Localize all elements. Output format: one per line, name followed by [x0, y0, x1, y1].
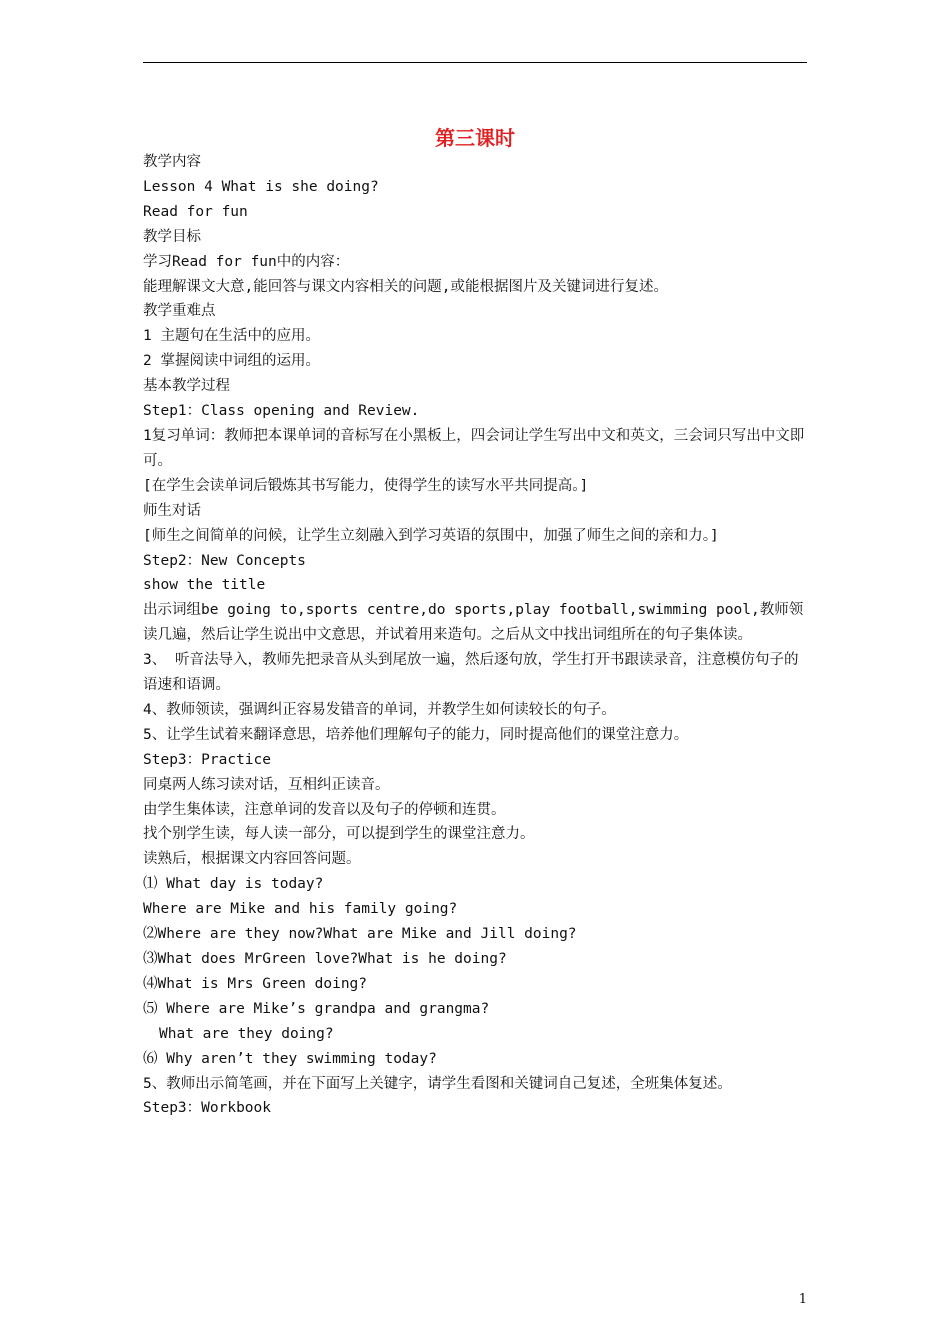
text-line: Step3：Workbook — [143, 1100, 271, 1117]
text-line: 学习Read for fun中的内容： — [143, 253, 350, 270]
question-line: Where are Mike and his family going? — [143, 901, 458, 918]
text-line: 5、让学生试着来翻译意思，培养他们理解句子的能力，同时提高他们的课堂注意力。 — [143, 726, 689, 743]
text-line: 1 主题句在生活中的应用。 — [143, 328, 320, 345]
text-line: Step3：Practice — [143, 751, 271, 768]
text-line: [师生之间简单的问候，让学生立刻融入到学习英语的氛围中，加强了师生之间的亲和力。] — [143, 527, 719, 544]
question-line: ⑶What does MrGreen love?What is he doing? — [143, 951, 507, 967]
text-line: 4、教师领读，强调纠正容易发错音的单词，并教学生如何读较长的句子。 — [143, 701, 616, 718]
text-line: [在学生会读单词后锻炼其书写能力，使得学生的读写水平共同提高。] — [143, 477, 589, 494]
text-line: 读熟后，根据课文内容回答问题。 — [143, 851, 361, 868]
text-line: show the title — [143, 577, 266, 594]
text-line: 找个别学生读，每人读一部分，可以提到学生的课堂注意力。 — [143, 826, 535, 843]
text-line: 2 掌握阅读中词组的运用。 — [143, 353, 320, 370]
text-line: 师生对话 — [143, 502, 201, 519]
question-line: ⑸ Where are Mike’s grandpa and grangma? — [143, 1000, 490, 1017]
question-line: ⑵Where are they now?What are Mike and Jill doing? — [143, 926, 577, 943]
text-line: Step1：Class opening and Review. — [143, 403, 420, 420]
text-line: 出示词组be going to,sports centre,do sports,play football,swimming pool,教师领读几遍，然后让学生说出中文意思，并试着用来造句。之后从文中找出词组所在的句子集体读。 — [143, 602, 804, 644]
text-line: 由学生集体读，注意单词的发音以及句子的停顿和连贯。 — [143, 801, 506, 818]
text-line: 基本教学过程 — [143, 378, 230, 395]
page-number: 1 — [798, 1292, 807, 1307]
header-rule — [143, 62, 807, 63]
text-line: Step2：New Concepts — [143, 552, 306, 569]
text-line: Lesson 4 What is she doing? — [143, 178, 379, 195]
question-line: ⑷What is Mrs Green doing? — [143, 975, 368, 992]
document-body — [143, 150, 807, 1121]
text-line: 能理解课文大意,能回答与课文内容相关的问题,或能根据图片及关键词进行复述。 — [143, 278, 668, 295]
text-line: 教学重难点 — [143, 303, 216, 320]
text-line: 5、教师出示简笔画，并在下面写上关键字，请学生看图和关键词自己复述，全班集体复述。 — [143, 1075, 732, 1092]
text-line: 3、 听音法导入，教师先把录音从头到尾放一遍，然后逐句放，学生打开书跟读录音，注意模仿句子的语速和语调。 — [143, 652, 799, 694]
question-line: What are they doing? — [159, 1025, 334, 1042]
text-line: 教学内容 — [143, 154, 201, 170]
page-title: 第三课时 — [435, 126, 515, 150]
question-line: ⑴ What day is today? — [143, 876, 324, 893]
text-line: Read for fun — [143, 203, 248, 220]
question-line: ⑹ Why aren’t they swimming today? — [143, 1050, 437, 1067]
text-line: 教学目标 — [143, 228, 201, 245]
text-line: 同桌两人练习读对话，互相纠正读音。 — [143, 776, 390, 793]
text-line: 1复习单词：教师把本课单词的音标写在小黑板上，四会词让学生写出中文和英文，三会词只写出中文即可。 — [143, 427, 805, 469]
